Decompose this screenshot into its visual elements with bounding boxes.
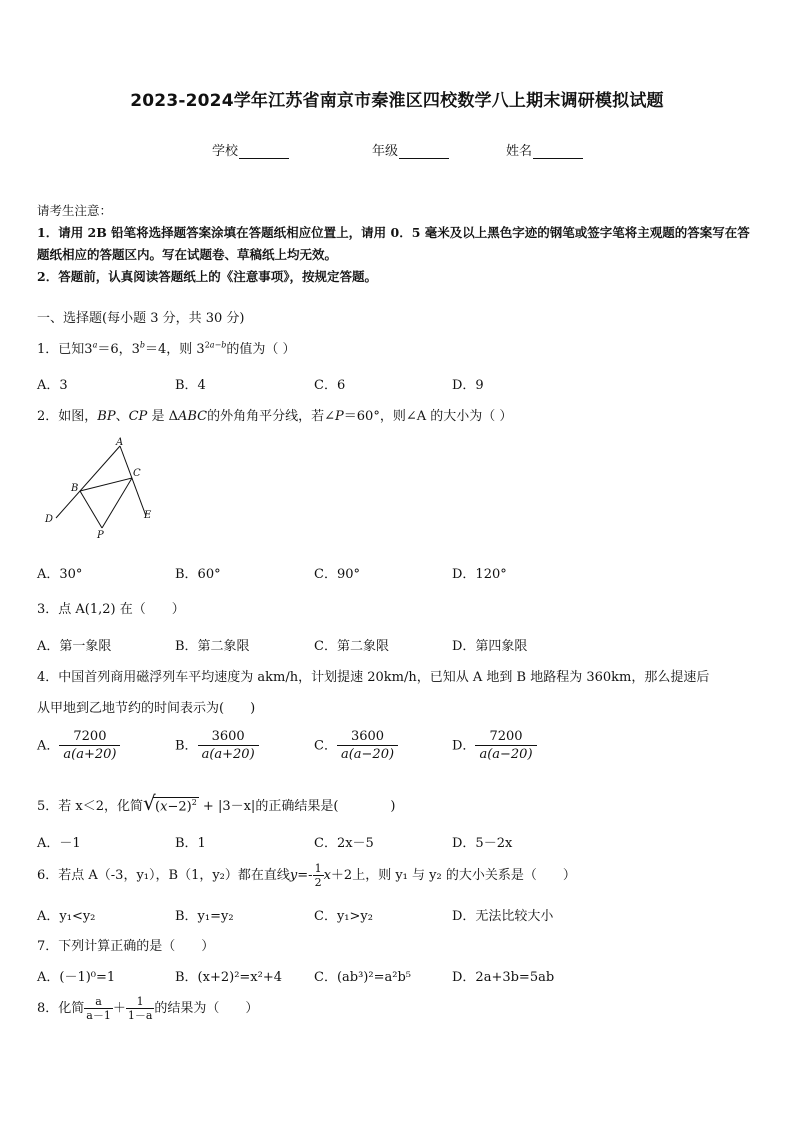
q2-option-c: C．90° bbox=[314, 567, 360, 582]
q7-option-d: D．2a+3b=5ab bbox=[452, 970, 555, 985]
q7-option-c: C．(ab³)²=a²b⁵ bbox=[314, 970, 411, 985]
label-c: C bbox=[133, 468, 141, 479]
q4-d-num: 7200 bbox=[475, 728, 536, 746]
q4-option-b bbox=[175, 728, 259, 764]
notice-item-1: 1．请用 2B 铅笔将选择题答案涂填在答题纸相应位置上，请用 0．5 毫米及以上黑色字迹的钢笔或签字笔将主观题的答案写在答题纸相应的答题区内。写在试题卷、草稿纸上均无效。 bbox=[37, 225, 750, 262]
line-cp bbox=[102, 478, 132, 528]
label-a: A bbox=[116, 437, 124, 448]
q4-option-d bbox=[452, 728, 537, 764]
q3-option-a: A．第一象限 bbox=[37, 639, 112, 654]
q1-prefix: 1．已知 bbox=[37, 342, 85, 357]
q1-option-c: C．6 bbox=[314, 378, 346, 393]
page-title: 2023-2024学年江苏省南京市秦淮区四校数学八上期末调研模拟试题 bbox=[130, 91, 664, 111]
q8-expression: $\frac{a}{a-1}$ ＋ $\frac{1}{1-a}$ bbox=[86, 995, 153, 1022]
q7-option-b: B．(x+2)²=x²+4 bbox=[175, 970, 283, 985]
q5-prefix: 5．若 x＜2，化简 bbox=[37, 799, 144, 814]
q4-a-label: A． bbox=[37, 738, 60, 754]
q3-option-c: C．第二象限 bbox=[314, 639, 389, 654]
q7-option-a: A．(－1)⁰=1 bbox=[37, 970, 116, 985]
q8-suffix: 的结果为（ ） bbox=[154, 1001, 259, 1016]
question-7: 7．下列计算正确的是（ ） bbox=[37, 939, 215, 954]
q2-option-b: B．60° bbox=[175, 567, 221, 582]
q6-option-d: D．无法比较大小 bbox=[452, 909, 554, 924]
q3-option-b: B．第二象限 bbox=[175, 639, 250, 654]
q1-option-b: B．4 bbox=[175, 378, 206, 393]
label-p: P bbox=[97, 530, 104, 541]
school-blank bbox=[239, 146, 289, 159]
question-5: 5．若 x＜2，化简 √ $(x-2)^2 + |3-x|$的正确结果是( ) bbox=[37, 790, 396, 815]
q6-option-a: A．y₁<y₂ bbox=[37, 909, 96, 924]
q4-b-label: B． bbox=[175, 738, 198, 754]
line-bp bbox=[80, 491, 102, 528]
q5-option-a: A．－1 bbox=[37, 836, 81, 851]
q5-suffix: 的正确结果是( ) bbox=[255, 799, 396, 814]
q2-mid: 的外角角平分线，若 bbox=[207, 409, 325, 424]
question-8 bbox=[37, 995, 258, 1022]
school-field bbox=[212, 140, 289, 159]
question-4-line-2: 从甲地到乙地节约的时间表示为( ) bbox=[37, 701, 256, 716]
question-1 bbox=[37, 338, 296, 357]
question-4-line-1: 4．中国首列商用磁浮列车平均速度为 akm/h，计划提速 20km/h，已知从 A 地到 B 地路程为 360km，那么提速后 bbox=[37, 670, 710, 685]
label-d: D bbox=[45, 514, 54, 525]
q1-option-a: A．3 bbox=[37, 378, 68, 393]
label-e: E bbox=[144, 510, 152, 521]
name-label: 姓名 bbox=[506, 144, 533, 159]
grade-blank bbox=[399, 146, 449, 159]
q4-b-num: 3600 bbox=[198, 728, 259, 746]
q6-suffix: 上，则 y₁ 与 y₂ 的大小关系是（ ） bbox=[352, 868, 576, 883]
q4-c-label: C． bbox=[314, 738, 337, 754]
notice-item-2: 2．答题前，认真阅读答题纸上的《注意事项》，按规定答题。 bbox=[37, 269, 377, 284]
line-bc bbox=[80, 478, 132, 491]
q6-equation: y=- $\frac{1}{2}$ x＋2 bbox=[289, 862, 353, 889]
name-field bbox=[506, 140, 583, 159]
q2-figure bbox=[40, 436, 160, 544]
q4-b-den: a(a+20) bbox=[201, 747, 255, 762]
q3-option-d: D．第四象限 bbox=[452, 639, 528, 654]
question-3: 3．点 A(1,2) 在（ ） bbox=[37, 602, 185, 617]
line-ac-extended bbox=[120, 446, 146, 516]
question-2 bbox=[37, 405, 512, 424]
q6-prefix: 6．若点 A（-3，y₁），B（1，y₂）都在直线 bbox=[37, 868, 290, 883]
q4-d-label: D． bbox=[452, 738, 476, 754]
q6-option-c: C．y₁>y₂ bbox=[314, 909, 373, 924]
grade-field bbox=[372, 140, 449, 159]
q4-option-a bbox=[37, 728, 120, 764]
q5-option-d: D．5－2x bbox=[452, 836, 513, 851]
q4-c-den: a(a−20) bbox=[340, 747, 395, 762]
q2-option-a: A．30° bbox=[37, 567, 83, 582]
q2-lines: BP、CP 是 ΔABC bbox=[97, 409, 208, 424]
q5-option-c: C．2x－5 bbox=[314, 836, 374, 851]
q4-c-num: 3600 bbox=[337, 728, 398, 746]
q4-option-c bbox=[314, 728, 398, 764]
q2-angle: ∠P＝60° bbox=[324, 409, 380, 424]
q1-option-d: D．9 bbox=[452, 378, 484, 393]
q4-d-den: a(a−20) bbox=[479, 747, 533, 762]
line-ab-extended bbox=[56, 446, 120, 518]
question-6 bbox=[37, 862, 576, 889]
grade-label: 年级 bbox=[372, 144, 399, 159]
notice-heading: 请考生注意： bbox=[37, 203, 113, 218]
school-label: 学校 bbox=[212, 144, 239, 159]
notice-block bbox=[37, 200, 759, 288]
q1-suffix: 的值为（ ） bbox=[226, 342, 296, 357]
section-heading: 一、选择题(每小题 3 分，共 30 分) bbox=[37, 311, 245, 326]
q5-radical: √ $(x-2)^2$ bbox=[143, 790, 197, 815]
name-blank bbox=[533, 146, 583, 159]
q2-suffix: ，则∠A 的大小为（ ） bbox=[379, 409, 513, 424]
q4-a-den: a(a+20) bbox=[63, 747, 117, 762]
q2-prefix: 2．如图， bbox=[37, 409, 98, 424]
q6-option-b: B．y₁=y₂ bbox=[175, 909, 234, 924]
q1-condition: $3^a=6$，$3^b=4$，则 $3^{2a-b}$ bbox=[84, 340, 227, 357]
q8-prefix: 8．化简 bbox=[37, 1001, 85, 1016]
q2-option-d: D．120° bbox=[452, 567, 507, 582]
q5-option-b: B．1 bbox=[175, 836, 206, 851]
label-b: B bbox=[71, 483, 79, 494]
q4-a-num: 7200 bbox=[59, 728, 120, 746]
